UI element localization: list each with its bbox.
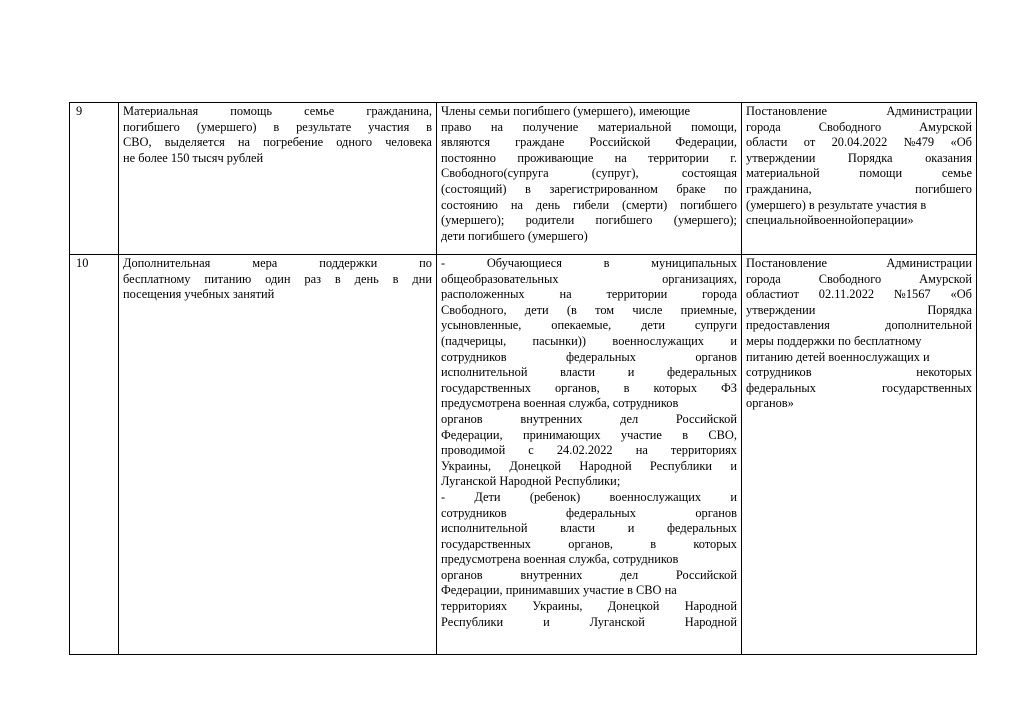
word: -: [441, 489, 446, 504]
recipients-cell: [437, 103, 742, 255]
word: на: [237, 135, 251, 150]
word: мера: [252, 256, 278, 270]
word: (смерти): [622, 197, 668, 212]
text-line: [441, 615, 737, 631]
word: общеобразовательных: [441, 271, 559, 286]
text-line: [746, 334, 972, 350]
word: организациях,: [662, 271, 737, 286]
word: Порядка: [847, 150, 893, 165]
text-line: [441, 428, 737, 444]
word: дел: [620, 567, 639, 582]
text-line: [441, 396, 737, 412]
text-line: [441, 272, 737, 288]
word: утверждении: [746, 150, 816, 165]
row-number: 10: [76, 256, 89, 270]
word: Донецкой: [509, 458, 562, 473]
word: 02.11.2022: [818, 287, 875, 302]
word: участие: [620, 427, 662, 442]
text-line: [441, 182, 737, 198]
word: Порядка: [927, 302, 972, 317]
document-text: [746, 256, 972, 412]
word: СВО,: [708, 427, 737, 442]
text-line: [441, 350, 737, 366]
word: пасынки)): [532, 333, 587, 348]
word: гражданина,: [746, 181, 812, 196]
word: №1567: [894, 287, 931, 302]
word: (состоящий): [441, 181, 507, 196]
word: дополнительной: [885, 318, 972, 333]
word: приемные,: [680, 302, 737, 317]
text-line: [746, 182, 972, 198]
word: погребение: [263, 135, 324, 150]
text-line: [123, 256, 432, 272]
text-line: [123, 287, 432, 303]
word: Постановление: [746, 256, 827, 270]
word: ФЗ: [720, 380, 737, 395]
word: по: [724, 181, 737, 196]
word: являются: [441, 135, 491, 150]
word: материальной: [597, 119, 672, 134]
document-text: [746, 104, 972, 229]
word: (умершего) в результате участия в: [746, 197, 927, 212]
word: Украины,: [441, 458, 492, 473]
word: Постановление: [746, 104, 827, 118]
text-line: [746, 256, 972, 272]
text-line: [441, 213, 737, 229]
word: органов,: [554, 380, 600, 395]
word: Федерации,: [675, 135, 737, 150]
word: города: [746, 271, 781, 286]
word: дети: [641, 318, 665, 333]
word: государственных: [441, 536, 532, 551]
row-number-cell: [70, 255, 119, 655]
word: органов: [441, 411, 483, 426]
word: Федерации, принимавших участие в СВО на: [441, 583, 677, 598]
text-line: [746, 350, 972, 366]
word: города: [746, 119, 781, 134]
word: от: [803, 135, 816, 150]
text-line: [746, 198, 972, 214]
word: исполнительной: [441, 521, 528, 536]
word: Российской: [675, 567, 737, 582]
word: Народной: [684, 599, 737, 614]
text-line: [441, 198, 737, 214]
text-line: [441, 166, 737, 182]
word: день: [354, 271, 379, 286]
document-cell: [742, 255, 977, 655]
word: и: [730, 489, 737, 504]
word: гражданина,: [366, 104, 432, 118]
word: СВО,: [123, 135, 152, 150]
word: федеральных: [667, 521, 737, 536]
word: Народной: [684, 614, 737, 629]
word: на: [510, 197, 523, 212]
word: «Об: [950, 135, 972, 150]
word: области: [746, 135, 788, 150]
text-line: [441, 490, 737, 506]
word: Российской: [675, 411, 737, 426]
word: «Об: [950, 287, 972, 302]
recipients-text: [441, 104, 737, 244]
word: на: [635, 443, 648, 458]
word: предоставления: [746, 318, 830, 333]
word: семье: [941, 166, 972, 181]
word: в: [623, 380, 630, 395]
word: супруги: [694, 318, 737, 333]
word: (падчерицы,: [441, 333, 507, 348]
word: власти: [560, 521, 596, 536]
text-line: [746, 104, 972, 120]
word: №479: [903, 135, 935, 150]
word: (умершего): [196, 119, 257, 134]
text-line: [441, 537, 737, 553]
document-cell: [742, 103, 977, 255]
word: погибшего: [595, 213, 653, 228]
word: территории: [606, 287, 668, 302]
word: право: [441, 119, 472, 134]
word: Дети: [474, 489, 501, 504]
word: получение: [522, 119, 579, 134]
word: территориях: [441, 599, 508, 614]
word: которых: [693, 536, 737, 551]
text-line: [441, 474, 737, 490]
word: дети: [524, 302, 549, 317]
word: помощи,: [691, 119, 737, 134]
text-line: [441, 135, 737, 151]
text-line: [441, 318, 737, 334]
word: Обучающиеся: [486, 256, 562, 270]
word: питанию детей военнослужащих и: [746, 349, 930, 364]
text-line: [441, 381, 737, 397]
word: г.: [730, 150, 737, 165]
text-line: [746, 381, 972, 397]
word: Амурской: [919, 271, 972, 286]
word: и: [627, 365, 635, 380]
word: на: [490, 119, 504, 134]
word: Федерации,: [441, 427, 503, 442]
word: граждане: [515, 135, 565, 150]
word: территории: [648, 150, 709, 165]
text-line: [441, 104, 737, 120]
word: Дополнительная: [123, 256, 211, 270]
word: выделяется: [164, 135, 225, 150]
text-line: [441, 120, 737, 136]
word: на: [614, 150, 627, 165]
word: государственных: [881, 380, 972, 395]
word: (супруг),: [591, 166, 639, 181]
text-line: [123, 272, 432, 288]
word: утверждении: [746, 302, 816, 317]
word: родители: [525, 213, 575, 228]
word: (в: [566, 302, 577, 317]
table-body: [70, 103, 977, 655]
text-line: [441, 229, 737, 245]
word: в: [273, 119, 280, 134]
word: муниципальных: [651, 256, 737, 270]
word: Члены семьи погибшего (умершего), имеющие: [441, 104, 691, 118]
word: расположенных: [441, 287, 525, 302]
text-line: [441, 334, 737, 350]
word: власти: [560, 365, 596, 380]
word: Свободного: [818, 119, 882, 134]
word: федеральных: [746, 380, 816, 395]
text-line: [441, 412, 737, 428]
word: гибели: [572, 197, 610, 212]
word: том: [595, 302, 615, 317]
word: человека: [385, 135, 432, 150]
word: предусмотрена военная служба, сотрудников: [441, 396, 679, 411]
word: в: [603, 256, 610, 270]
word: органов»: [746, 396, 794, 411]
word: дни: [412, 271, 432, 286]
word: федеральных: [667, 365, 737, 380]
text-line: [746, 151, 972, 167]
word: Донецкой: [607, 599, 660, 614]
word: результате: [296, 119, 352, 134]
word: браке: [676, 181, 706, 196]
text-line: [441, 568, 737, 584]
text-line: [746, 365, 972, 381]
word: поддержки: [319, 256, 378, 270]
word: материальной: [746, 166, 820, 181]
word: проводимой: [441, 443, 506, 458]
table-row: [70, 255, 977, 655]
word: предусмотрена военная служба, сотрудников: [441, 552, 679, 567]
word: в: [392, 271, 399, 286]
word: и: [730, 458, 737, 473]
text-line: [746, 213, 972, 229]
word: (умершего);: [673, 213, 737, 228]
word: состоящая: [681, 166, 737, 181]
word: специальнойвоеннойоперации»: [746, 213, 914, 228]
word: органов: [695, 505, 737, 520]
word: бесплатному: [123, 271, 191, 286]
word: военнослужащих: [612, 333, 704, 348]
word: на: [559, 287, 572, 302]
support-measures-table: [69, 102, 977, 655]
word: в: [525, 181, 531, 196]
word: посещения учебных занятий: [123, 287, 275, 302]
text-line: [746, 120, 972, 136]
text-line: [441, 552, 737, 568]
word: Республики: [441, 614, 504, 629]
text-line: [441, 521, 737, 537]
word: исполнительной: [441, 365, 528, 380]
word: в: [682, 427, 689, 442]
word: Администрации: [886, 256, 972, 270]
measure-text: [123, 256, 432, 303]
word: сотрудников: [441, 349, 507, 364]
word: органов,: [568, 536, 614, 551]
word: проживающие: [517, 150, 594, 165]
word: территориях: [670, 443, 737, 458]
text-line: [123, 120, 432, 136]
word: областиот: [746, 287, 799, 302]
word: Республики: [649, 458, 713, 473]
word: 24.02.2022: [556, 443, 613, 458]
word: питанию: [204, 271, 252, 286]
word: не более 150 тысяч рублей: [123, 150, 264, 165]
word: семье: [304, 104, 335, 118]
word: Амурской: [919, 119, 972, 134]
word: помощь: [230, 104, 273, 118]
word: числе: [632, 302, 663, 317]
text-line: [746, 303, 972, 319]
text-line: [441, 287, 737, 303]
word: в: [426, 119, 432, 134]
text-line: [441, 151, 737, 167]
word: (ребенок): [529, 489, 581, 504]
text-line: [441, 443, 737, 459]
recipients-text: [441, 256, 737, 630]
word: в: [334, 271, 341, 286]
word: день: [535, 197, 561, 212]
text-line: [441, 459, 737, 475]
word: Российской: [589, 135, 651, 150]
word: раз: [304, 271, 322, 286]
word: усыновленные,: [441, 318, 522, 333]
word: города: [702, 287, 737, 302]
word: зарегистрированном: [549, 181, 658, 196]
word: принимающих: [522, 427, 601, 442]
word: погибшего: [680, 197, 737, 212]
word: погибшего: [123, 119, 180, 134]
word: военнослужащих: [609, 489, 702, 504]
text-line: [746, 318, 972, 334]
word: один: [265, 271, 291, 286]
word: государственных: [441, 380, 532, 395]
word: органов: [695, 349, 737, 364]
word: Материальная: [123, 104, 199, 118]
measure-cell: [119, 103, 437, 255]
text-line: [441, 506, 737, 522]
word: некоторых: [916, 365, 972, 380]
word: по: [419, 256, 432, 270]
word: Украины,: [532, 599, 583, 614]
word: внутренних: [520, 411, 583, 426]
table-row: [70, 103, 977, 255]
word: -: [441, 256, 446, 270]
word: и: [627, 521, 635, 536]
word: участия: [368, 119, 410, 134]
text-line: [746, 166, 972, 182]
word: в: [650, 536, 657, 551]
text-line: [441, 303, 737, 319]
text-line: [441, 583, 737, 599]
word: (умершего);: [441, 213, 505, 228]
word: постоянно: [441, 150, 497, 165]
word: Луганской Народной Республики;: [441, 474, 621, 489]
row-number-cell: [70, 103, 119, 255]
text-line: [441, 599, 737, 615]
word: опекаемые,: [551, 318, 612, 333]
word: Свободного,: [441, 302, 507, 317]
word: 20.04.2022: [831, 135, 888, 150]
word: одного: [336, 135, 373, 150]
word: Луганской: [589, 614, 645, 629]
word: меры поддержки по бесплатному: [746, 333, 922, 348]
row-number: 9: [76, 104, 83, 118]
word: дети погибшего (умершего): [441, 228, 588, 243]
word: сотрудников: [746, 365, 812, 380]
measure-cell: [119, 255, 437, 655]
word: дел: [620, 411, 639, 426]
word: Свободного: [818, 271, 882, 286]
word: Народной: [579, 458, 632, 473]
word: которых: [653, 380, 698, 395]
word: федеральных: [565, 349, 636, 364]
word: Свободного(супруга: [441, 166, 549, 181]
word: оказания: [925, 150, 972, 165]
text-line: [441, 256, 737, 272]
word: внутренних: [520, 567, 583, 582]
word: сотрудников: [441, 505, 507, 520]
word: с: [528, 443, 534, 458]
text-line: [441, 365, 737, 381]
word: Администрации: [886, 104, 972, 118]
word: органов: [441, 567, 483, 582]
text-line: [746, 396, 972, 412]
word: федеральных: [565, 505, 636, 520]
word: состоянию: [441, 197, 498, 212]
measure-text: [123, 104, 432, 166]
word: погибшего: [915, 181, 972, 196]
recipients-cell: [437, 255, 742, 655]
text-line: [746, 287, 972, 303]
word: и: [543, 614, 550, 629]
text-line: [123, 135, 432, 151]
text-line: [746, 272, 972, 288]
text-line: [746, 135, 972, 151]
text-line: [123, 104, 432, 120]
word: и: [730, 333, 737, 348]
word: помощи: [859, 166, 903, 181]
text-line: [123, 151, 432, 167]
